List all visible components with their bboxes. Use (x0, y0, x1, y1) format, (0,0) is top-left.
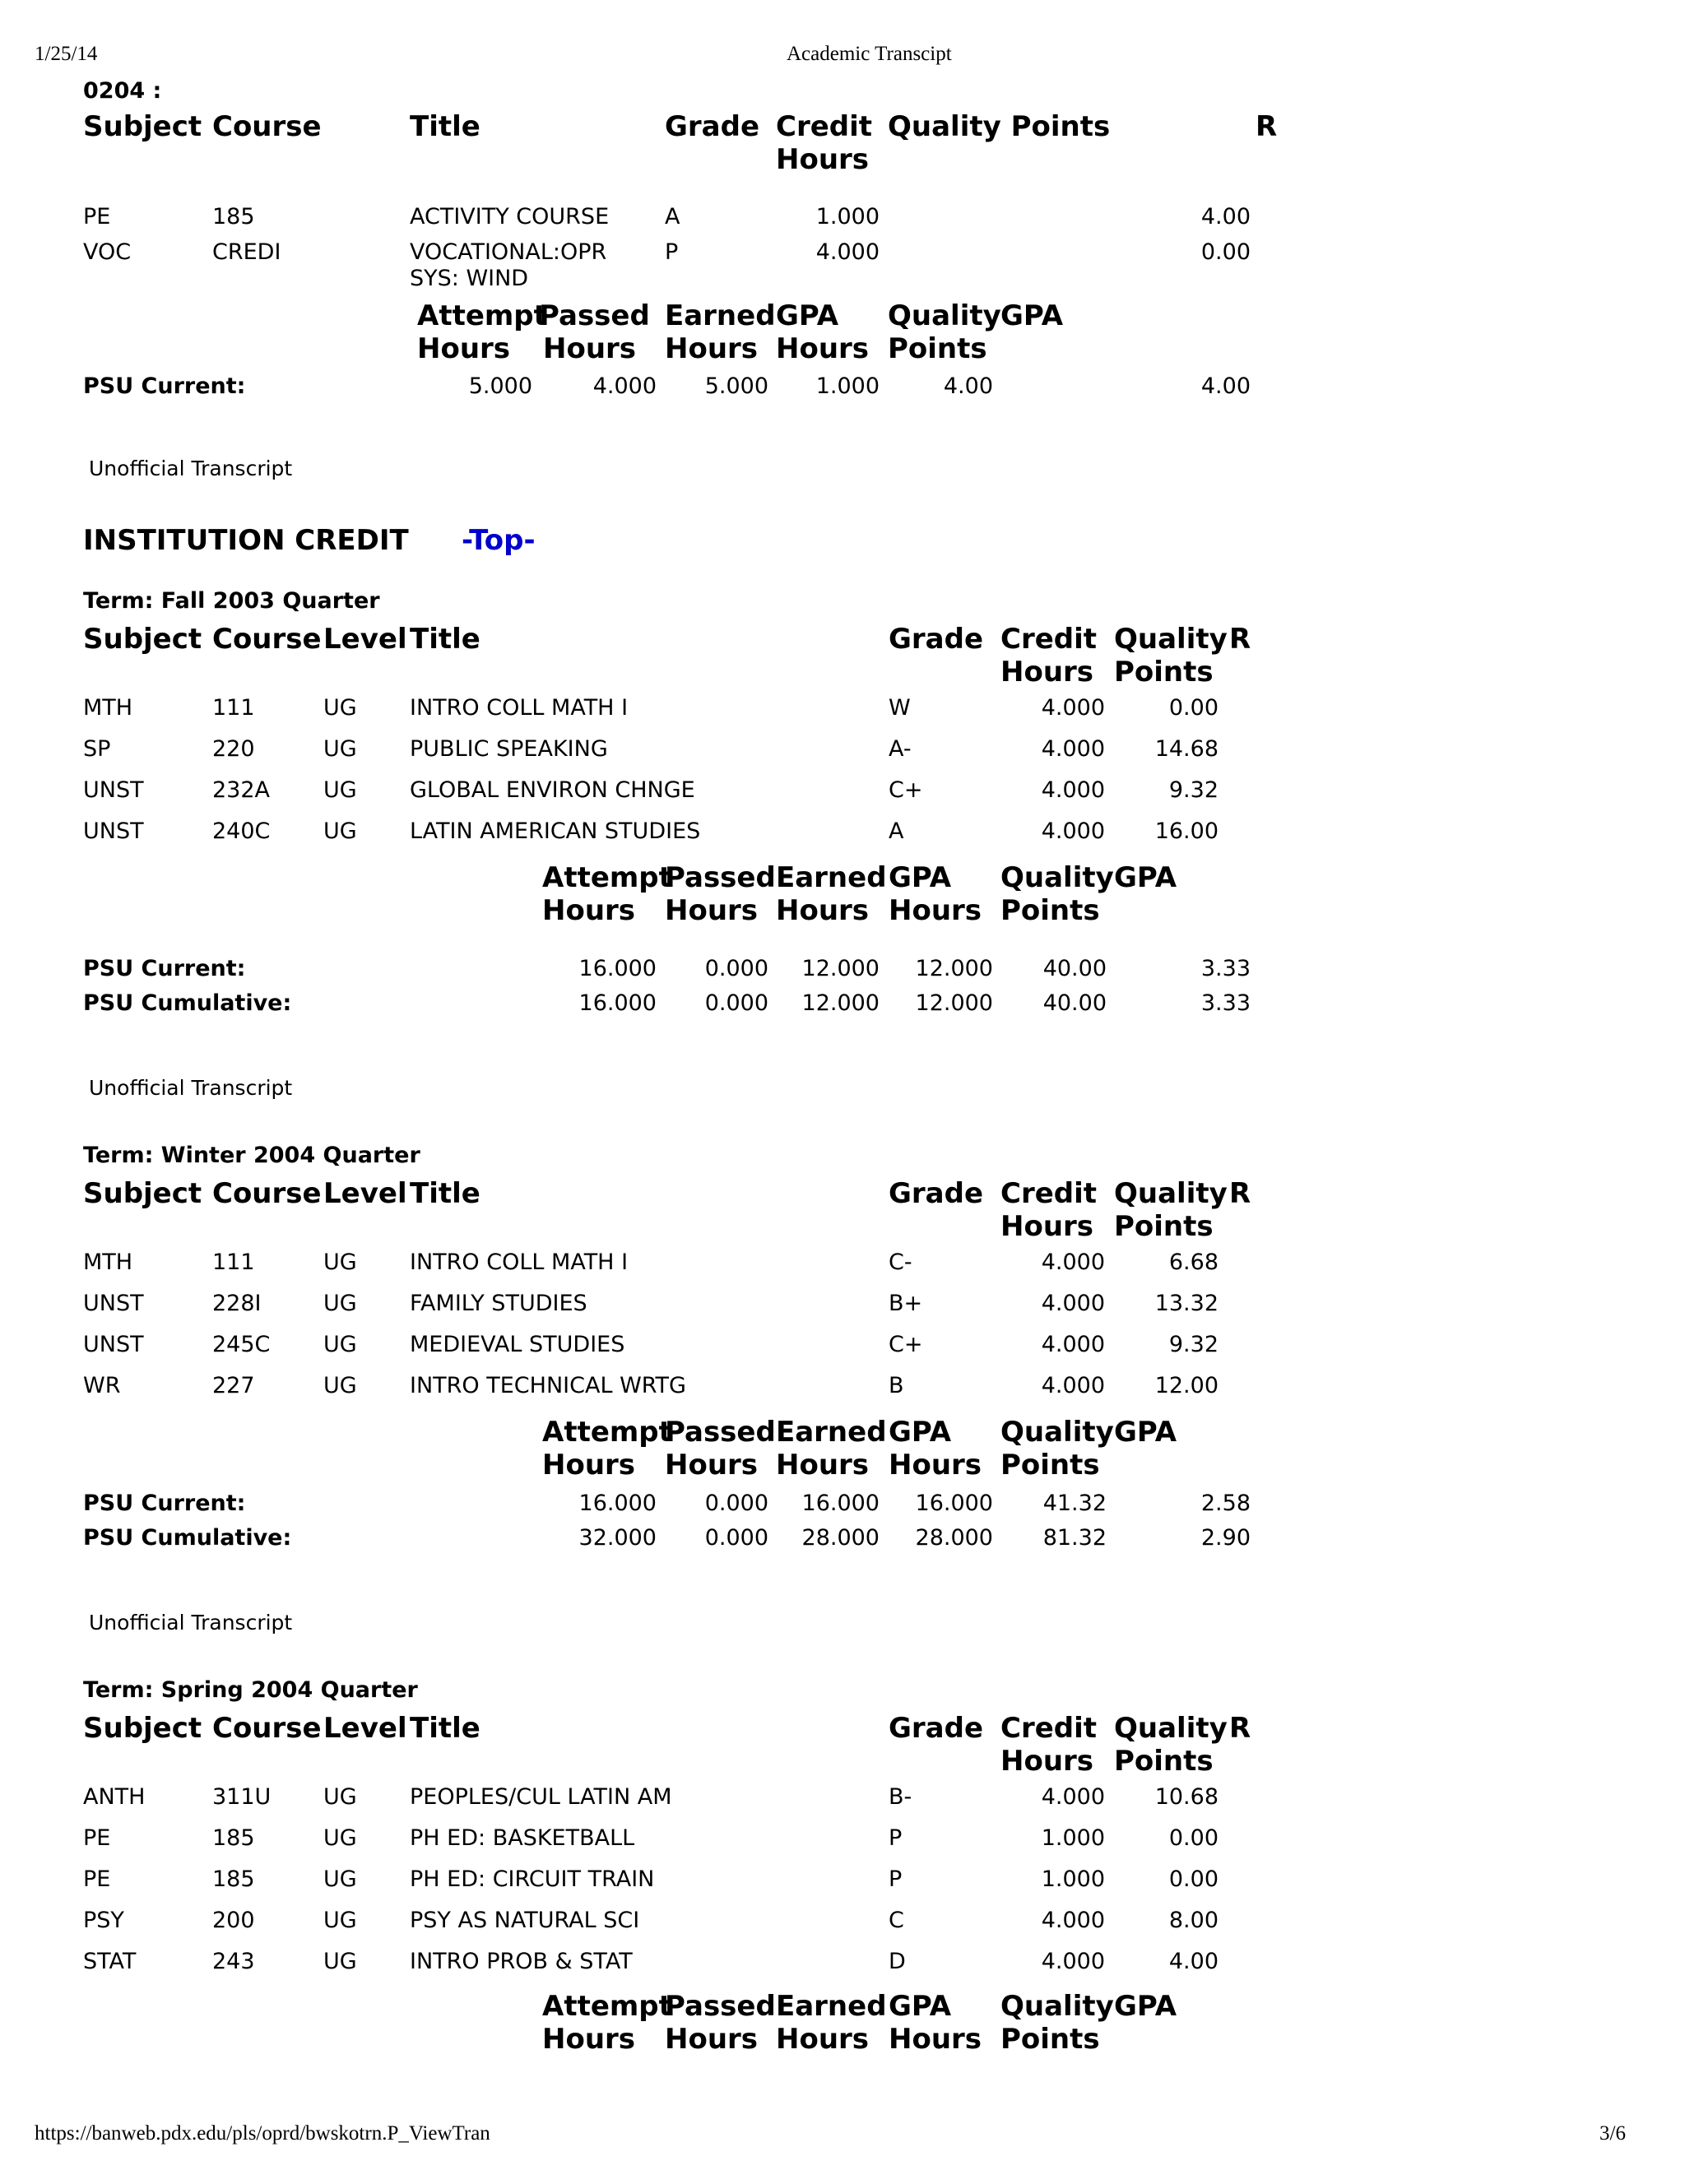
cell-title: GLOBAL ENVIRON CHNGE (410, 777, 695, 803)
column-header-quality: Quality (1114, 1712, 1228, 1745)
cell-level: UG (323, 1825, 357, 1851)
cell-grade: P (889, 1866, 903, 1892)
total-quality-points: 4.00 (943, 373, 993, 399)
totals-header-hours: Hours (665, 1449, 759, 1482)
cell-level: UG (323, 1373, 357, 1398)
cell-grade: W (889, 695, 911, 721)
totals-header-earned: Earned (776, 1990, 887, 2023)
cell-subject: PE (83, 1866, 111, 1892)
cell-credit-hours: 4.000 (1041, 1784, 1105, 1810)
total-earned-hours: 12.000 (801, 956, 880, 981)
total-gpa: 3.33 (1200, 956, 1251, 981)
column-header-course: Course (212, 110, 322, 143)
section-title: INSTITUTION CREDIT (83, 524, 409, 557)
totals-header-gpa: GPA (776, 299, 839, 332)
cell-grade: B- (889, 1784, 912, 1810)
totals-header-hours: Hours (776, 894, 870, 927)
column-header-course: Course (212, 1177, 322, 1210)
cell-credit-hours: 4.000 (1041, 736, 1105, 762)
totals-header-points: Points (888, 332, 987, 365)
cell-course: 220 (212, 736, 255, 762)
totals-header-hours: Hours (889, 894, 982, 927)
cell-subject: STAT (83, 1949, 137, 1974)
cell-level: UG (323, 777, 357, 803)
cell-subject: SP (83, 736, 111, 762)
cell-title: PH ED: BASKETBALL (410, 1825, 635, 1851)
column-header-subject: Subject (83, 1177, 202, 1210)
cell-credit-hours: 4.000 (1041, 1291, 1105, 1316)
cell-level: UG (323, 1332, 357, 1357)
cell-quality-points: 0.00 (1168, 695, 1218, 721)
column-header-credit: Credit (1000, 1712, 1098, 1745)
cell-quality-points: 0.00 (1168, 1866, 1218, 1892)
cell-quality-points: 10.68 (1154, 1784, 1218, 1810)
cell-credit-hours: 4.000 (1041, 695, 1105, 721)
cell-subject: UNST (83, 1332, 144, 1357)
cell-quality-points: 16.00 (1154, 818, 1218, 844)
totals-header-quality: Quality (1000, 861, 1114, 894)
cell-course: 111 (212, 695, 255, 721)
cell-grade: C- (889, 1250, 912, 1275)
print-page-number: 3/6 (1599, 2122, 1626, 2145)
total-gpa-hours: 16.000 (915, 1491, 993, 1516)
cell-grade: C (889, 1908, 904, 1933)
column-header-grade: Grade (889, 1712, 984, 1745)
term-label: Term: Spring 2004 Quarter (83, 1677, 418, 1703)
cell-title: VOCATIONAL:OPR (410, 239, 607, 265)
totals-header-hours: Hours (665, 332, 759, 365)
totals-header-gpa: GPA (889, 1416, 952, 1449)
unofficial-transcript-label: Unofficial Transcript (89, 457, 293, 480)
cell-quality-points: 0.00 (1168, 1825, 1218, 1851)
cell-title: PUBLIC SPEAKING (410, 736, 608, 762)
cell-level: UG (323, 1866, 357, 1892)
column-header-hours: Hours (776, 143, 870, 176)
cell-title: INTRO COLL MATH I (410, 695, 629, 721)
cell-subject: UNST (83, 1291, 144, 1316)
total-gpa: 2.90 (1200, 1525, 1251, 1551)
cell-course: 227 (212, 1373, 255, 1398)
column-header-hours: Hours (1000, 1745, 1094, 1778)
column-header-grade: Grade (889, 623, 984, 656)
cell-credit-hours: 4.000 (1041, 1908, 1105, 1933)
cell-course: 245C (212, 1332, 271, 1357)
column-header-points: Points (1114, 1745, 1214, 1778)
cell-level: UG (323, 1784, 357, 1810)
total-gpa: 3.33 (1200, 990, 1251, 1016)
cell-quality-points: 6.68 (1168, 1250, 1218, 1275)
totals-label: PSU Cumulative: (83, 990, 292, 1016)
cell-quality-points: 9.32 (1168, 777, 1218, 803)
column-header-quality: Quality (1114, 623, 1228, 656)
column-header-quality: Quality (1114, 1177, 1228, 1210)
cell-course: 185 (212, 1866, 255, 1892)
total-earned-hours: 16.000 (801, 1491, 880, 1516)
cell-quality-points: 12.00 (1154, 1373, 1218, 1398)
cell-title: PSY AS NATURAL SCI (410, 1908, 640, 1933)
cell-subject: PE (83, 1825, 111, 1851)
totals-header-attempt: Attempt (542, 861, 672, 894)
cell-credit-hours: 1.000 (1041, 1825, 1105, 1851)
cell-subject: VOC (83, 239, 132, 265)
cell-title: INTRO TECHNICAL WRTG (410, 1373, 686, 1398)
totals-header-attempt: Attempt (417, 299, 547, 332)
total-quality-points: 40.00 (1042, 956, 1107, 981)
cell-quality-points: 9.32 (1168, 1332, 1218, 1357)
cell-credit-hours: 4.000 (1041, 1250, 1105, 1275)
cell-grade: D (889, 1949, 906, 1974)
print-date: 1/25/14 (35, 43, 98, 65)
cell-title: INTRO COLL MATH I (410, 1250, 629, 1275)
column-header-credit: Credit (776, 110, 873, 143)
column-header-credit: Credit (1000, 1177, 1098, 1210)
print-title: Academic Transcipt (787, 43, 952, 65)
cell-credit-hours: 4.000 (1041, 1373, 1105, 1398)
column-header-subject: Subject (83, 1712, 202, 1745)
cell-course: 200 (212, 1908, 255, 1933)
cell-subject: UNST (83, 777, 144, 803)
totals-header-passed: Passed (665, 1990, 776, 2023)
cell-course: 228I (212, 1291, 262, 1316)
total-passed-hours: 0.000 (704, 990, 768, 1016)
cell-subject: PSY (83, 1908, 124, 1933)
cell-grade: B (889, 1373, 904, 1398)
column-header-r: R (1229, 1712, 1251, 1745)
totals-header-earned: Earned (665, 299, 776, 332)
column-header-subject: Subject (83, 110, 202, 143)
cell-level: UG (323, 1250, 357, 1275)
cell-credit-hours: 4.000 (1041, 818, 1105, 844)
totals-header-gpa: GPA (1114, 861, 1177, 894)
totals-header-earned: Earned (776, 1416, 887, 1449)
column-header-title: Title (410, 1712, 480, 1745)
cell-title: LATIN AMERICAN STUDIES (410, 818, 701, 844)
print-url: https://banweb.pdx.edu/pls/oprd/bwskotrn.P_ViewTran (35, 2122, 490, 2145)
column-header-r: R (1256, 110, 1278, 143)
total-earned-hours: 12.000 (801, 990, 880, 1016)
cell-title: ACTIVITY COURSE (410, 204, 610, 230)
cell-grade: B+ (889, 1291, 923, 1316)
total-attempt-hours: 16.000 (578, 956, 657, 981)
column-header-hours: Hours (1000, 1210, 1094, 1243)
total-attempt-hours: 16.000 (578, 1491, 657, 1516)
totals-header-earned: Earned (776, 861, 887, 894)
total-passed-hours: 0.000 (704, 956, 768, 981)
total-attempt-hours: 32.000 (578, 1525, 657, 1551)
cell-credit-hours: 4.000 (1041, 1332, 1105, 1357)
cell-grade: C+ (889, 777, 923, 803)
cell-grade: P (665, 239, 679, 265)
cell-credit-hours: 4.000 (815, 239, 880, 265)
totals-header-hours: Hours (542, 2023, 636, 2056)
total-quality-points: 81.32 (1042, 1525, 1107, 1551)
totals-header-hours: Hours (889, 1449, 982, 1482)
term-label: Term: Fall 2003 Quarter (83, 588, 380, 614)
totals-header-hours: Hours (776, 1449, 870, 1482)
unofficial-transcript-label: Unofficial Transcript (89, 1076, 293, 1100)
cell-title-continued: SYS: WIND (410, 266, 529, 291)
totals-header-attempt: Attempt (542, 1416, 672, 1449)
cell-grade: A- (889, 736, 912, 762)
column-header-hours: Hours (1000, 656, 1094, 689)
column-header-points: Points (1114, 656, 1214, 689)
totals-header-hours: Hours (665, 894, 759, 927)
totals-header-hours: Hours (417, 332, 511, 365)
column-header-title: Title (410, 1177, 480, 1210)
totals-header-hours: Hours (542, 1449, 636, 1482)
cell-title: MEDIEVAL STUDIES (410, 1332, 625, 1357)
cell-grade: A (889, 818, 904, 844)
cell-quality-points: 13.32 (1154, 1291, 1218, 1316)
totals-header-hours: Hours (776, 332, 870, 365)
totals-label: PSU Current: (83, 373, 246, 399)
cell-quality-points: 4.00 (1168, 1949, 1218, 1974)
cell-level: UG (323, 736, 357, 762)
totals-header-hours: Hours (543, 332, 637, 365)
cell-course: CREDI (212, 239, 281, 265)
cell-course: 311U (212, 1784, 272, 1810)
cell-title: FAMILY STUDIES (410, 1291, 587, 1316)
term-label: Term: Winter 2004 Quarter (83, 1143, 420, 1168)
cell-course: 185 (212, 204, 255, 230)
cell-quality-points: 8.00 (1168, 1908, 1218, 1933)
cell-grade: P (889, 1825, 903, 1851)
totals-header-quality: Quality (888, 299, 1001, 332)
total-earned-hours: 28.000 (801, 1525, 880, 1551)
column-header-credit: Credit (1000, 623, 1098, 656)
cell-level: UG (323, 695, 357, 721)
totals-header-attempt: Attempt (542, 1990, 672, 2023)
column-header-title: Title (410, 623, 480, 656)
transfer-source-label: 0204 : (83, 78, 162, 104)
column-header-level: Level (323, 1177, 407, 1210)
column-header-r: R (1229, 1177, 1251, 1210)
cell-level: UG (323, 1908, 357, 1933)
totals-label: PSU Current: (83, 1491, 246, 1516)
cell-subject: MTH (83, 1250, 133, 1275)
totals-header-points: Points (1000, 894, 1100, 927)
top-link[interactable]: -Top- (462, 524, 536, 557)
cell-subject: UNST (83, 818, 144, 844)
totals-header-quality: Quality (1000, 1990, 1114, 2023)
cell-title: INTRO PROB & STAT (410, 1949, 633, 1974)
total-gpa: 2.58 (1200, 1491, 1251, 1516)
column-header-level: Level (323, 623, 407, 656)
column-header-grade: Grade (665, 110, 760, 143)
totals-header-points: Points (1000, 2023, 1100, 2056)
cell-credit-hours: 4.000 (1041, 1949, 1105, 1974)
cell-quality-points: 4.00 (1200, 204, 1251, 230)
cell-level: UG (323, 1949, 357, 1974)
total-earned-hours: 5.000 (704, 373, 768, 399)
column-header-course: Course (212, 623, 322, 656)
cell-credit-hours: 1.000 (1041, 1866, 1105, 1892)
total-quality-points: 41.32 (1042, 1491, 1107, 1516)
cell-course: 111 (212, 1250, 255, 1275)
totals-header-gpa: GPA (1114, 1990, 1177, 2023)
totals-label: PSU Cumulative: (83, 1525, 292, 1551)
totals-header-passed: Passed (539, 299, 650, 332)
cell-course: 240C (212, 818, 271, 844)
cell-quality-points: 0.00 (1200, 239, 1251, 265)
cell-credit-hours: 1.000 (815, 204, 880, 230)
cell-subject: WR (83, 1373, 121, 1398)
total-passed-hours: 0.000 (704, 1491, 768, 1516)
column-header-subject: Subject (83, 623, 202, 656)
cell-subject: PE (83, 204, 111, 230)
column-header-quality-points: Quality Points (888, 110, 1111, 143)
total-attempt-hours: 16.000 (578, 990, 657, 1016)
totals-header-passed: Passed (665, 1416, 776, 1449)
column-header-level: Level (323, 1712, 407, 1745)
cell-course: 232A (212, 777, 271, 803)
totals-header-passed: Passed (665, 861, 776, 894)
totals-header-points: Points (1000, 1449, 1100, 1482)
cell-grade: C+ (889, 1332, 923, 1357)
totals-header-hours: Hours (665, 2023, 759, 2056)
total-attempt-hours: 5.000 (468, 373, 532, 399)
column-header-course: Course (212, 1712, 322, 1745)
cell-subject: MTH (83, 695, 133, 721)
totals-header-quality: Quality (1000, 1416, 1114, 1449)
totals-header-hours: Hours (776, 2023, 870, 2056)
cell-title: PEOPLES/CUL LATIN AM (410, 1784, 672, 1810)
cell-title: PH ED: CIRCUIT TRAIN (410, 1866, 655, 1892)
totals-header-gpa: GPA (889, 1990, 952, 2023)
cell-subject: ANTH (83, 1784, 146, 1810)
total-passed-hours: 0.000 (704, 1525, 768, 1551)
total-gpa-hours: 12.000 (915, 956, 993, 981)
total-gpa-hours: 12.000 (915, 990, 993, 1016)
total-passed-hours: 4.000 (592, 373, 657, 399)
totals-header-gpa: GPA (1114, 1416, 1177, 1449)
cell-credit-hours: 4.000 (1041, 777, 1105, 803)
totals-label: PSU Current: (83, 956, 246, 981)
column-header-title: Title (410, 110, 480, 143)
unofficial-transcript-label: Unofficial Transcript (89, 1611, 293, 1635)
total-gpa-hours: 1.000 (815, 373, 880, 399)
totals-header-hours: Hours (542, 894, 636, 927)
cell-grade: A (665, 204, 680, 230)
cell-quality-points: 14.68 (1154, 736, 1218, 762)
totals-header-gpa: GPA (889, 861, 952, 894)
cell-course: 243 (212, 1949, 255, 1974)
total-gpa-hours: 28.000 (915, 1525, 993, 1551)
total-gpa: 4.00 (1200, 373, 1251, 399)
column-header-r: R (1229, 623, 1251, 656)
cell-level: UG (323, 1291, 357, 1316)
totals-header-gpa: GPA (1000, 299, 1064, 332)
column-header-grade: Grade (889, 1177, 984, 1210)
total-quality-points: 40.00 (1042, 990, 1107, 1016)
cell-course: 185 (212, 1825, 255, 1851)
column-header-points: Points (1114, 1210, 1214, 1243)
cell-level: UG (323, 818, 357, 844)
totals-header-hours: Hours (889, 2023, 982, 2056)
